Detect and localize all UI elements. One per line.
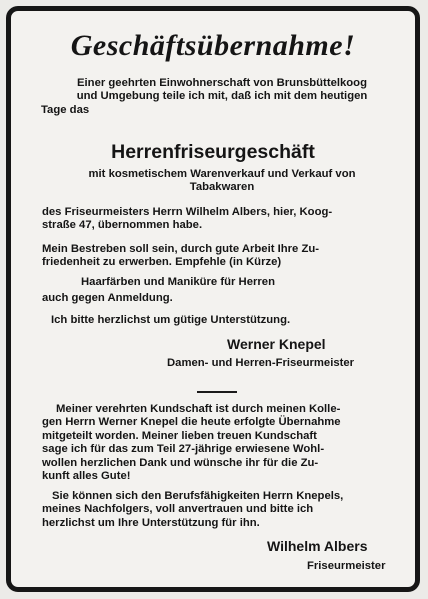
aim-line: friedenheit zu erwerben. Empfehle (in Kürze)	[42, 256, 282, 269]
business-title: Herrenfriseurgeschäft	[111, 141, 315, 163]
new-owner-title: Damen- und Herren-Friseurmeister	[167, 357, 355, 369]
trust-line: meines Nachfolgers, voll anvertrauen und bitte ich	[42, 503, 314, 516]
old-owner-name: Wilhelm Albers	[267, 538, 368, 554]
farewell-line: Meiner verehrten Kundschaft ist durch meinen Kolle-	[56, 403, 341, 415]
services-line: Haarfärben und Maniküre für Herren	[81, 276, 275, 288]
business-sub-line: mit kosmetischem Warenverkauf und Verkauf von	[88, 168, 356, 180]
taken-over-paragraph	[42, 206, 402, 233]
intro-line: und Umgebung teile ich mit, daß ich mit dem heutigen	[76, 90, 368, 103]
farewell-line: kunft alles Gute!	[42, 470, 131, 483]
trust-line: herzlichst um Ihre Unterstützung für ihn.	[42, 516, 260, 529]
farewell-line: sage ich für das zum Teil 27-jährige erwiesene Wohl-	[42, 443, 325, 456]
support-request: Ich bitte herzlichst um gütige Unterstützung.	[51, 314, 291, 326]
appointment-line: auch gegen Anmeldung.	[42, 292, 173, 304]
taken-over-line: des Friseurmeisters Herrn Wilhelm Albers, hier, Koog-	[42, 206, 333, 218]
headline: Geschäftsübernahme!	[70, 29, 356, 62]
farewell-line: gen Herrn Werner Knepel die heute erfolgte Übernahme	[42, 416, 341, 429]
new-owner-name: Werner Knepel	[227, 336, 326, 352]
intro-paragraph	[37, 77, 407, 117]
trust-line: Sie können sich den Berufsfähigkeiten Herrn Knepels,	[52, 490, 344, 502]
intro-line: Einer geehrten Einwohnerschaft von Brunsbüttelkoog	[77, 77, 367, 89]
aim-line: Mein Bestreben soll sein, durch gute Arbeit Ihre Zu-	[42, 243, 320, 255]
section-divider	[197, 391, 237, 393]
farewell-line: mitgeteilt worden. Meiner lieben treuen Kundschaft	[42, 429, 317, 442]
intro-line: Tage das	[41, 103, 90, 116]
business-sub-line: Tabakwaren	[189, 181, 255, 194]
farewell-paragraph	[42, 403, 402, 483]
business-subtitle	[37, 168, 407, 195]
trust-paragraph	[42, 490, 402, 530]
old-owner-title: Friseurmeister	[307, 560, 386, 572]
aim-paragraph	[42, 243, 402, 270]
taken-over-line: straße 47, übernommen habe.	[42, 219, 203, 232]
ad-border-frame	[6, 6, 420, 592]
farewell-line: wollen herzlichen Dank und wünsche ihr für die Zu-	[42, 456, 319, 469]
